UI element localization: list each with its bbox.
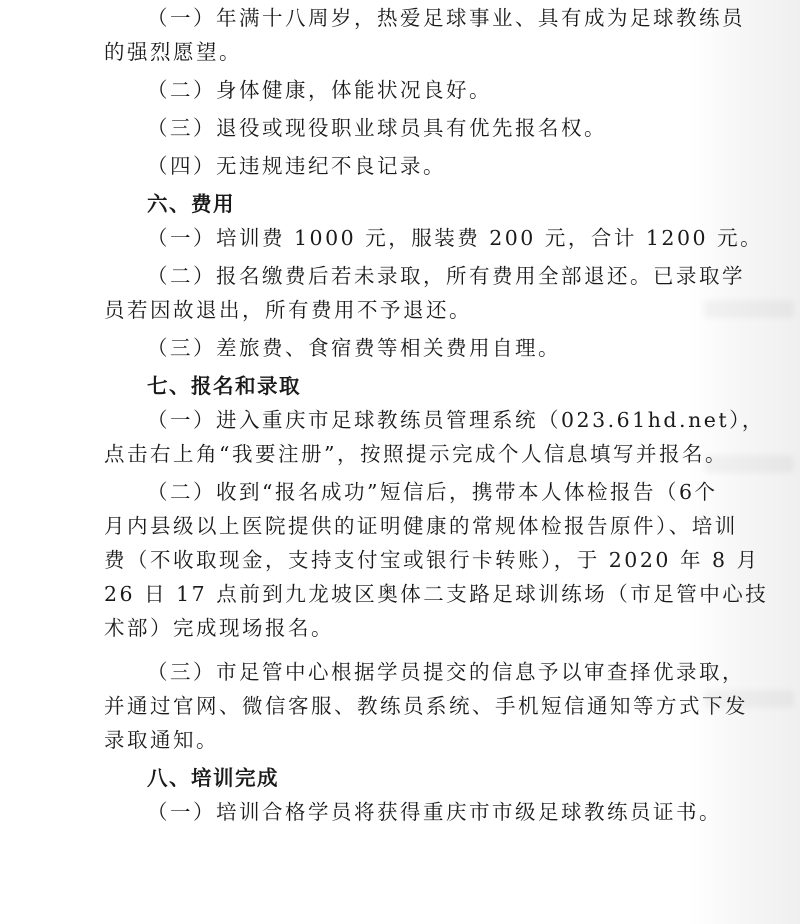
paragraph-line: 的强烈愿望。 (104, 40, 242, 64)
paragraph-line: （三）市足管中心根据学员提交的信息予以审查择优录取， (147, 660, 745, 684)
paragraph-line: 点击右上角“我要注册”，按照提示完成个人信息填写并报名。 (104, 442, 728, 466)
paragraph-line: （一）培训费 1000 元，服装费 200 元，合计 1200 元。 (147, 226, 764, 250)
document-body (104, 4, 769, 832)
paragraph-line: （二）身体健康，体能状况良好。 (147, 78, 492, 102)
paragraph-line: （一）培训合格学员将获得重庆市市级足球教练员证书。 (147, 800, 722, 824)
paragraph-line: （一）进入重庆市足球教练员管理系统（023.61hd.net）， (147, 408, 765, 432)
paragraph-line: 录取通知。 (104, 728, 219, 752)
section-heading-completion: 八、培训完成 (147, 766, 279, 790)
section-heading-registration: 七、报名和录取 (147, 374, 301, 398)
show-through-shadow (704, 300, 794, 318)
paragraph-line: 员若因故退出，所有费用不予退还。 (104, 298, 472, 322)
section-heading-fees: 六、费用 (147, 192, 235, 216)
paragraph-line: 月内县级以上医院提供的证明健康的常规体检报告原件）、培训 (104, 514, 738, 538)
paragraph-line: 术部）完成现场报名。 (104, 616, 334, 640)
paragraph-line: （三）差旅费、食宿费等相关费用自理。 (147, 336, 561, 360)
paragraph-line: （一）年满十八周岁，热爱足球事业、具有成为足球教练员 (147, 6, 745, 30)
paragraph-line: （二）收到“报名成功”短信后，携带本人体检报告（6个 (147, 480, 718, 504)
paragraph-line: （二）报名缴费后若未录取，所有费用全部退还。已录取学 (147, 264, 745, 288)
paragraph-line: 26 日 17 点前到九龙坡区奥体二支路足球训练场（市足管中心技 (104, 582, 769, 606)
paragraph-line: （四）无违规违纪不良记录。 (147, 154, 446, 178)
paragraph-line: （三）退役或现役职业球员具有优先报名权。 (147, 116, 607, 140)
paragraph-line: 费（不收取现金，支持支付宝或银行卡转账），于 2020 年 8 月 (104, 548, 760, 572)
paragraph-line: 并通过官网、微信客服、教练员系统、手机短信通知等方式下发 (104, 694, 748, 718)
